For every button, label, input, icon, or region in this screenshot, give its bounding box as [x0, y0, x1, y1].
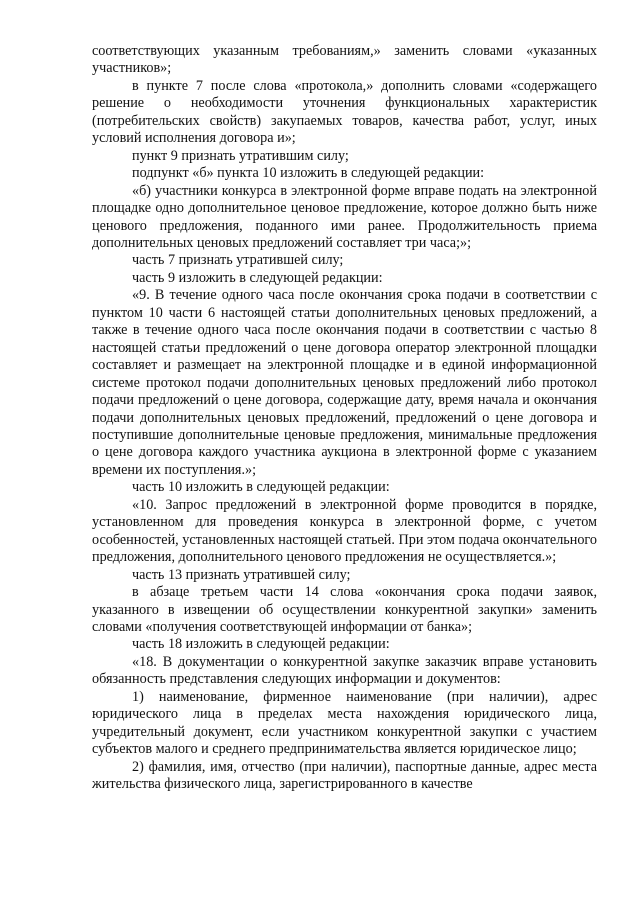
- document-page: [92, 43, 597, 793]
- paragraph-list-item-1: 1) наименование, фирменное наименование (при наличии), адрес юридического лица в пределах места нахождения юридического лица, учредительный документ, если участником конкурентной закупки с участием субъектов малого и среднего предпринимательства является юридическое лицо;: [92, 688, 597, 758]
- paragraph-part-13: часть 13 признать утратившей силу;: [132, 566, 351, 583]
- paragraph-part-18-text: «18. В документации о конкурентной закупке заказчик вправе установить обязанность представления следующих информации и документов:: [92, 653, 597, 688]
- paragraph-part-9-text: «9. В течение одного часа после окончания срока подачи в соответствии с пунктом 10 части 6 настоящей статьи дополнительных ценовых предложений, а также в течение одного часа после окончания подачи в соответствии с частью 8 настоящей статьи предложений о цене договора оператор электронной площадки составляет и размещает на электронной площадке и в единой информационной системе протокол подачи дополнительных ценовых предложений либо протокол подачи предложений о цене договора, содержащие дату, время начала и окончания подачи дополнительных ценовых предложений, предложений о цене договора и поступившие дополнительные ценовые предложения, минимальные предложения о цене договора каждого участника аукциона в электронной форме с указанием времени их поступления.»;: [92, 287, 597, 478]
- paragraph-continuation: соответствующих указанным требованиям,» заменить словами «указанных участников»;: [92, 43, 597, 77]
- paragraph-item-7: в пункте 7 после слова «протокола,» дополнить словами «содержащего решение о необходимости уточнения функциональных характеристик (потребительских свойств) закупаемых товаров, качества работ, услуг, иных условий исполнения договора и»;: [92, 77, 597, 147]
- paragraph-subitem-b-text: «б) участники конкурса в электронной форме вправе подать на электронной площадке одно дополнительное ценовое предложение, которое должно быть ниже ценового предложения, поданного ими ранее. Продолжительность приема дополнительных ценовых предложений составляет три часа;»;: [92, 182, 597, 251]
- paragraph-list-item-2: 2) фамилия, имя, отчество (при наличии), паспортные данные, адрес места жительства физического лица, зарегистрированного в качестве: [92, 758, 597, 793]
- paragraph-subitem-b-intro: подпункт «б» пункта 10 изложить в следующей редакции:: [132, 165, 485, 182]
- paragraph-part-9-intro: часть 9 изложить в следующей редакции:: [132, 269, 383, 286]
- paragraph-part-18-intro: часть 18 изложить в следующей редакции:: [132, 636, 390, 653]
- paragraph-part-10-text: «10. Запрос предложений в электронной форме проводится в порядке, установленном для проведения конкурса в электронной форме, с учетом особенностей, установленных настоящей статьей. При этом подача окончательного предложения, дополнительного ценового предложения не осуществляется.»;: [92, 496, 597, 566]
- paragraph-part-7: часть 7 признать утратившей силу;: [132, 252, 344, 269]
- paragraph-part-10-intro: часть 10 изложить в следующей редакции:: [132, 479, 390, 496]
- paragraph-part-14: в абзаце третьем части 14 слова «окончания срока подачи заявок, указанного в извещении об осуществлении конкурентной закупки» заменить словами «получения соответствующей информации от банка»;: [92, 584, 597, 635]
- paragraph-item-9: пункт 9 признать утратившим силу;: [132, 147, 349, 164]
